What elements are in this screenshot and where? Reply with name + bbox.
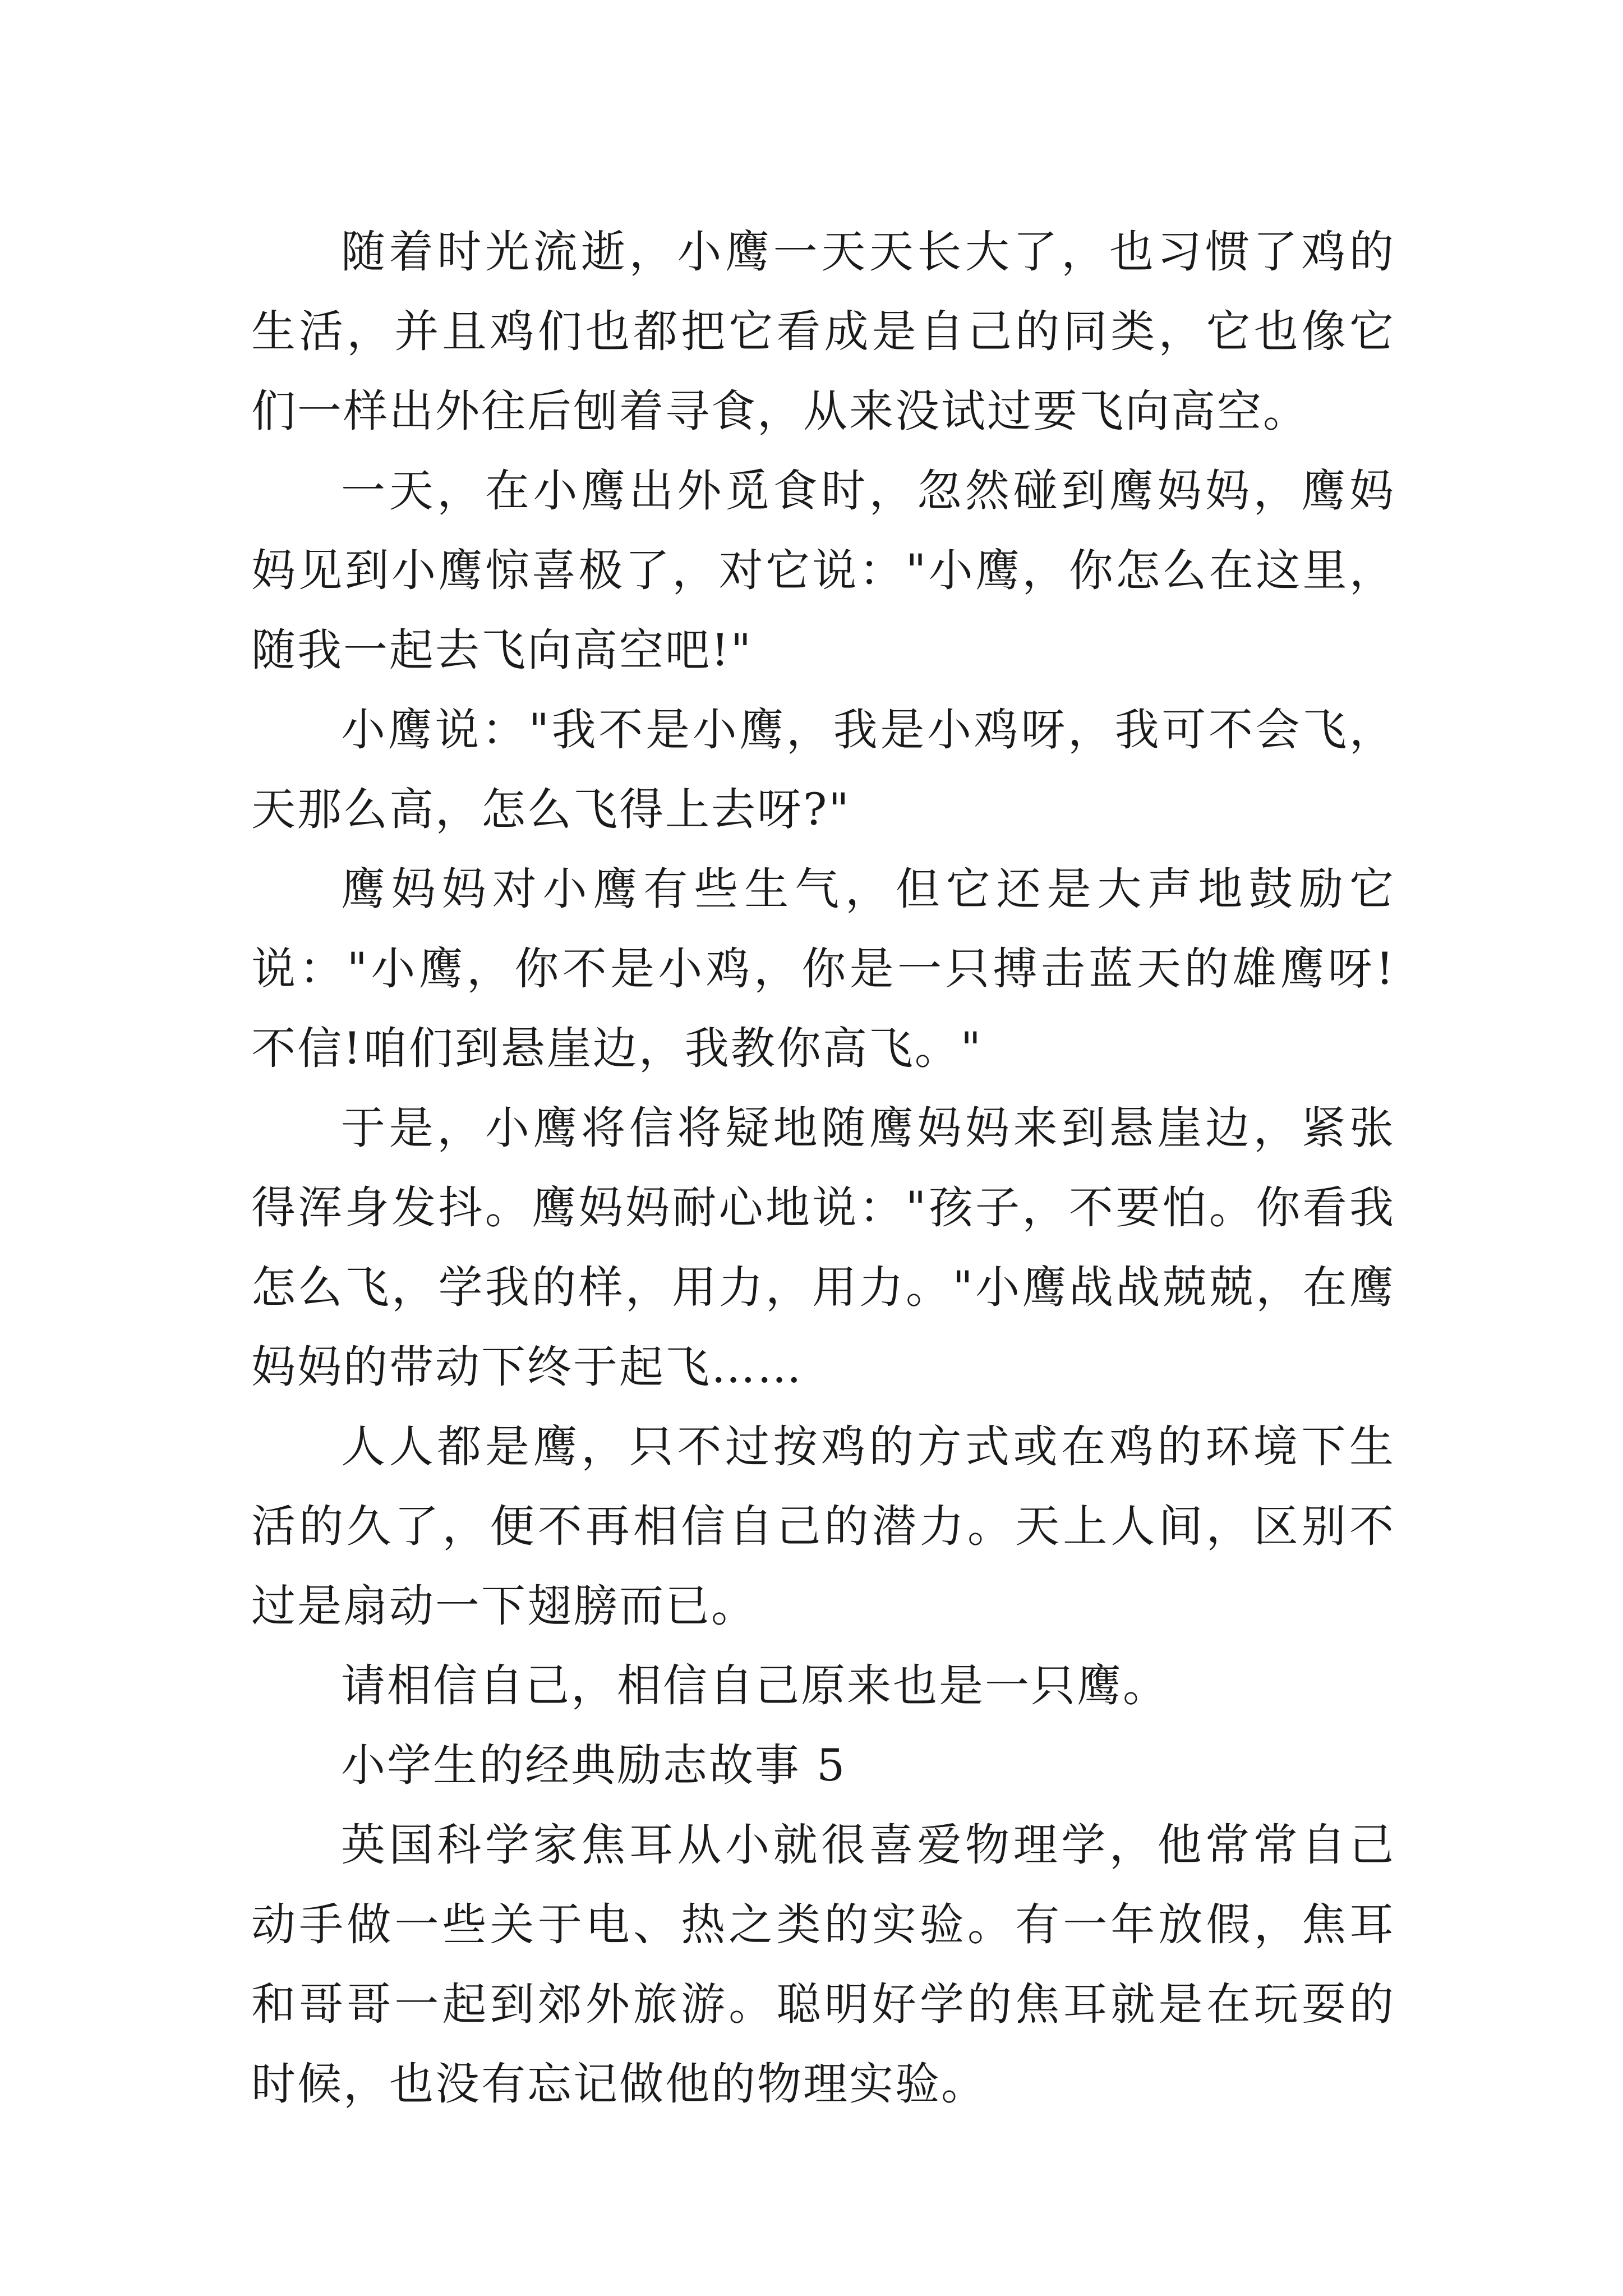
- paragraph: 英国科学家焦耳从小就很喜爱物理学，他常常自己动手做一些关于电、热之类的实验。有一年放假，焦耳和哥哥一起到郊外旅游。聪明好学的焦耳就是在玩耍的时候，也没有忘记做他的物理实验。: [251, 1819, 1395, 2110]
- paragraph: 随着时光流逝，小鹰一天天长大了，也习惯了鸡的生活，并且鸡们也都把它看成是自己的同类，它也像它们一样出外往后刨着寻食，从来没试过要飞向高空。: [251, 226, 1395, 437]
- paragraph: 人人都是鹰，只不过按鸡的方式或在鸡的环境下生活的久了，便不再相信自己的潜力。天上人间，区别不过是扇动一下翅膀而已。: [251, 1421, 1395, 1632]
- paragraph: 请相信自己，相信自己原来也是一只鹰。: [341, 1660, 1169, 1711]
- body-text: [251, 212, 1395, 2124]
- paragraph: 于是，小鹰将信将疑地随鹰妈妈来到悬崖边，紧张得浑身发抖。鹰妈妈耐心地说："孩子，不要怕。你看我怎么飞，学我的样，用力，用力。"小鹰战战兢兢，在鹰妈妈的带动下终于起飞……: [251, 1102, 1395, 1393]
- paragraph: 一天，在小鹰出外觅食时，忽然碰到鹰妈妈，鹰妈妈见到小鹰惊喜极了，对它说："小鹰，你怎么在这里，随我一起去飞向高空吧!": [251, 465, 1395, 676]
- section-heading: 小学生的经典励志故事 5: [341, 1740, 847, 1791]
- paragraph: 鹰妈妈对小鹰有些生气，但它还是大声地鼓励它说："小鹰，你不是小鸡，你是一只搏击蓝天的雄鹰呀!不信!咱们到悬崖边，我教你高飞。": [251, 863, 1395, 1074]
- paragraph: 小鹰说："我不是小鹰，我是小鸡呀，我可不会飞，天那么高，怎么飞得上去呀?": [251, 704, 1395, 835]
